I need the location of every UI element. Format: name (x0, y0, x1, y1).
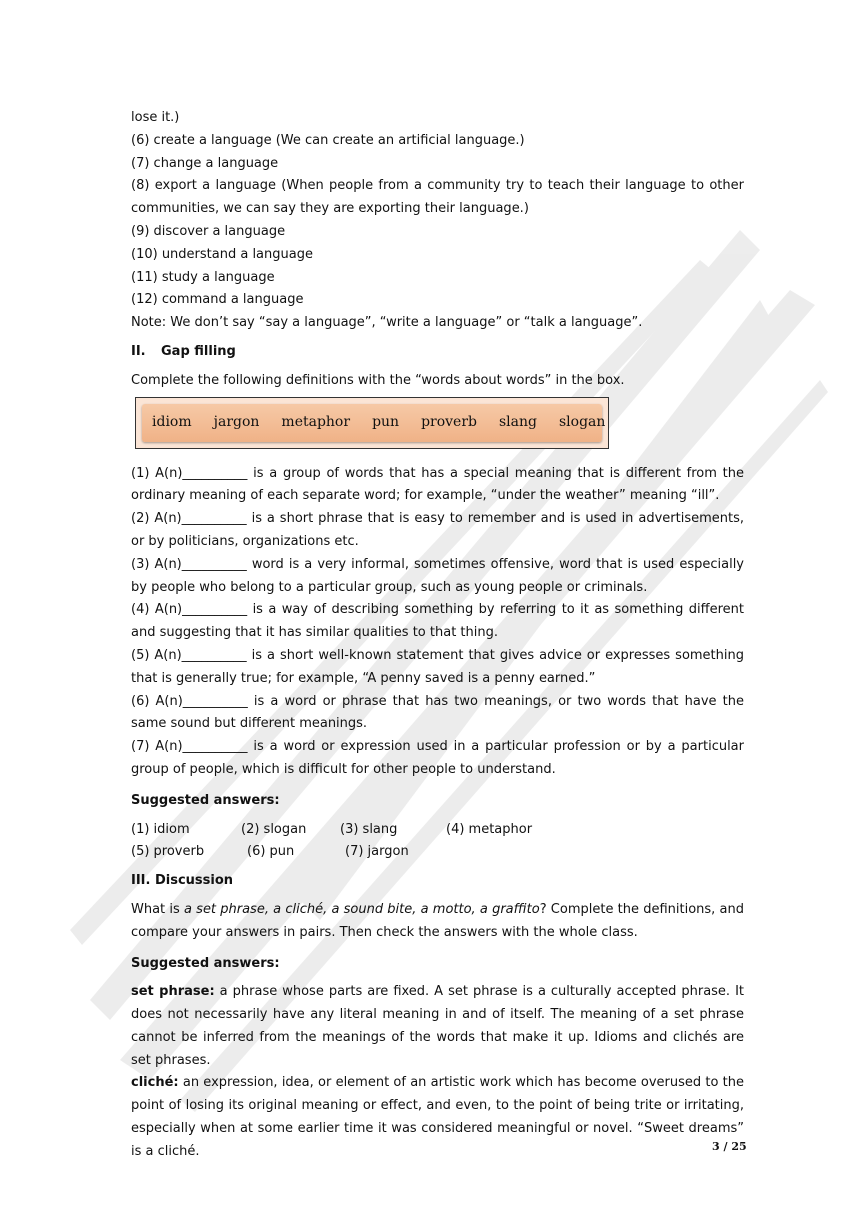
section-title: Gap filling (161, 343, 236, 359)
definition-item: (4) A(n)__________ is a way of describing something by referring to it as something different and suggesting that it has similar qualities to that thing. (131, 602, 744, 641)
question-terms: a set phrase, a cliché, a sound bite, a motto, a graffito (183, 901, 540, 917)
discussion-question (131, 899, 744, 945)
question-text: ? Complete the definitions, and compare your answers in pairs. Then check the answers with the whole class. (131, 901, 744, 940)
definition-item: (5) A(n)__________ is a short well-known statement that gives advice or expresses something that is generally true; for example, “A penny saved is a penny earned.” (131, 647, 744, 686)
word-box (135, 397, 609, 449)
definition-set-phrase (131, 981, 744, 1072)
box-word: metaphor (281, 414, 351, 431)
definition-item: (1) A(n)__________ is a group of words that has a special meaning that is different from the ordinary meaning of each separate word; for example, “under the weather” meaning “ill”. (131, 465, 744, 504)
answer: (7) jargon (345, 844, 409, 860)
answers-row (131, 841, 744, 864)
definition-cliche (131, 1072, 744, 1163)
answer: (4) metaphor (446, 821, 533, 837)
answers-heading: Suggested answers: (131, 792, 280, 808)
question-text: What is (131, 901, 184, 917)
document-body (131, 107, 744, 1164)
box-word: idiom (152, 414, 192, 431)
list-item: (12) command a language (131, 292, 304, 308)
page-number: 3 / 25 (712, 1140, 747, 1153)
instruction: Complete the following definitions with the “words about words” in the box. (131, 372, 625, 388)
term-definition: an expression, idea, or element of an artistic work which has become overused to the point of losing its original meaning or effect, and even, to the point of being trite or irritating, especially when at some earlier time it was considered meaningful or novel. “Sweet dreams” is a cliché. (131, 1075, 744, 1159)
box-word: proverb (421, 414, 477, 431)
definition-item: (3) A(n)__________ word is a very informal, sometimes offensive, word that is used especially by people who belong to a particular group, such as young people or criminals. (131, 556, 744, 595)
section-heading-discussion: III. Discussion (131, 873, 234, 889)
section-heading-gap-filling (131, 341, 744, 364)
note: Note: We don’t say “say a language”, “write a language” or “talk a language”. (131, 315, 643, 331)
word-box-inner (142, 404, 606, 442)
text-line: lose it.) (131, 110, 180, 125)
box-word: pun (372, 414, 400, 431)
term: cliché: (131, 1075, 179, 1091)
answers-row (131, 819, 744, 842)
box-word: slogan (559, 414, 606, 431)
section-number: II. (131, 343, 146, 359)
list-item: (8) export a language (When people from a community try to teach their language to other communities, we can say they are exporting their language.) (131, 178, 744, 217)
list-item: (11) study a language (131, 269, 275, 285)
answer: (3) slang (340, 821, 398, 837)
list-item: (6) create a language (We can create an artificial language.) (131, 132, 525, 148)
list-item: (7) change a language (131, 155, 279, 171)
list-item: (9) discover a language (131, 223, 286, 239)
term-definition: a phrase whose parts are fixed. A set phrase is a culturally accepted phrase. It does not necessarily have any literal meaning in and of itself. The meaning of a set phrase cannot be inferred from the meanings of the words that make it up. Idioms and clichés are set phrases. (131, 984, 744, 1068)
answer: (2) slogan (241, 821, 307, 837)
box-word: jargon (213, 414, 260, 431)
definition-item: (6) A(n)__________ is a word or phrase that has two meanings, or two words that have the same sound but different meanings. (131, 693, 744, 732)
list-item: (10) understand a language (131, 246, 313, 262)
definition-item: (2) A(n)__________ is a short phrase that is easy to remember and is used in advertisements, or by politicians, organizations etc. (131, 511, 744, 549)
definition-item: (7) A(n)__________ is a word or expression used in a particular profession or by a particular group of people, which is difficult for other people to understand. (131, 739, 744, 777)
answer: (1) idiom (131, 821, 190, 837)
box-word: slang (499, 414, 537, 431)
term: set phrase: (131, 984, 215, 1000)
answers-heading: Suggested answers: (131, 955, 280, 971)
answer: (5) proverb (131, 844, 205, 860)
answer: (6) pun (247, 844, 295, 860)
